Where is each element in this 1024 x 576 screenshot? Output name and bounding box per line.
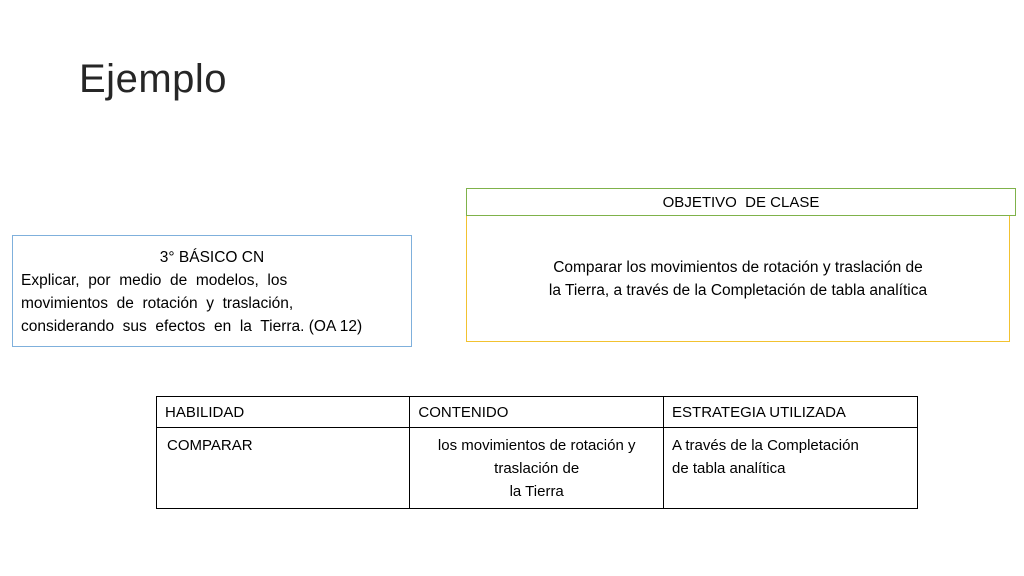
objective-body: [466, 216, 1010, 342]
cell-content: [410, 428, 664, 509]
cell-strategy: [664, 428, 918, 509]
objective-header-label: OBJETIVO DE CLASE: [662, 193, 820, 211]
table-header-row: [157, 397, 918, 428]
content-line-2: traslación de: [494, 460, 580, 477]
cell-skill: [157, 428, 410, 509]
content-line-1: los movimientos de rotación y: [437, 437, 636, 454]
header-habilidad: HABILIDAD: [157, 397, 410, 428]
level-line-2: movimientos de rotación y traslación,: [21, 295, 294, 312]
objective-text: [549, 256, 927, 302]
strategy-line-1: A través de la Completación: [672, 437, 859, 454]
table-row: [157, 428, 918, 509]
level-title: 3° BÁSICO CN: [159, 249, 265, 266]
strategy-line-2: de tabla analítica: [672, 460, 786, 477]
objective-line-1: Comparar los movimientos de rotación y traslación de: [553, 258, 923, 276]
content-line-3: la Tierra: [509, 483, 564, 500]
header-contenido: CONTENIDO: [410, 397, 664, 428]
header-estrategia: ESTRATEGIA UTILIZADA: [664, 397, 918, 428]
learning-objective-box: [12, 235, 412, 347]
slide-title: Ejemplo: [79, 57, 228, 101]
objective-header: [466, 188, 1016, 216]
level-line-1: Explicar, por medio de modelos, los: [21, 272, 288, 289]
level-line-3: considerando sus efectos en la Tierra. (OA 12): [21, 318, 363, 335]
skill-text: COMPARAR: [167, 437, 253, 454]
skills-table: [156, 396, 918, 509]
objective-line-2: la Tierra, a través de la Completación de tabla analítica: [548, 281, 928, 299]
